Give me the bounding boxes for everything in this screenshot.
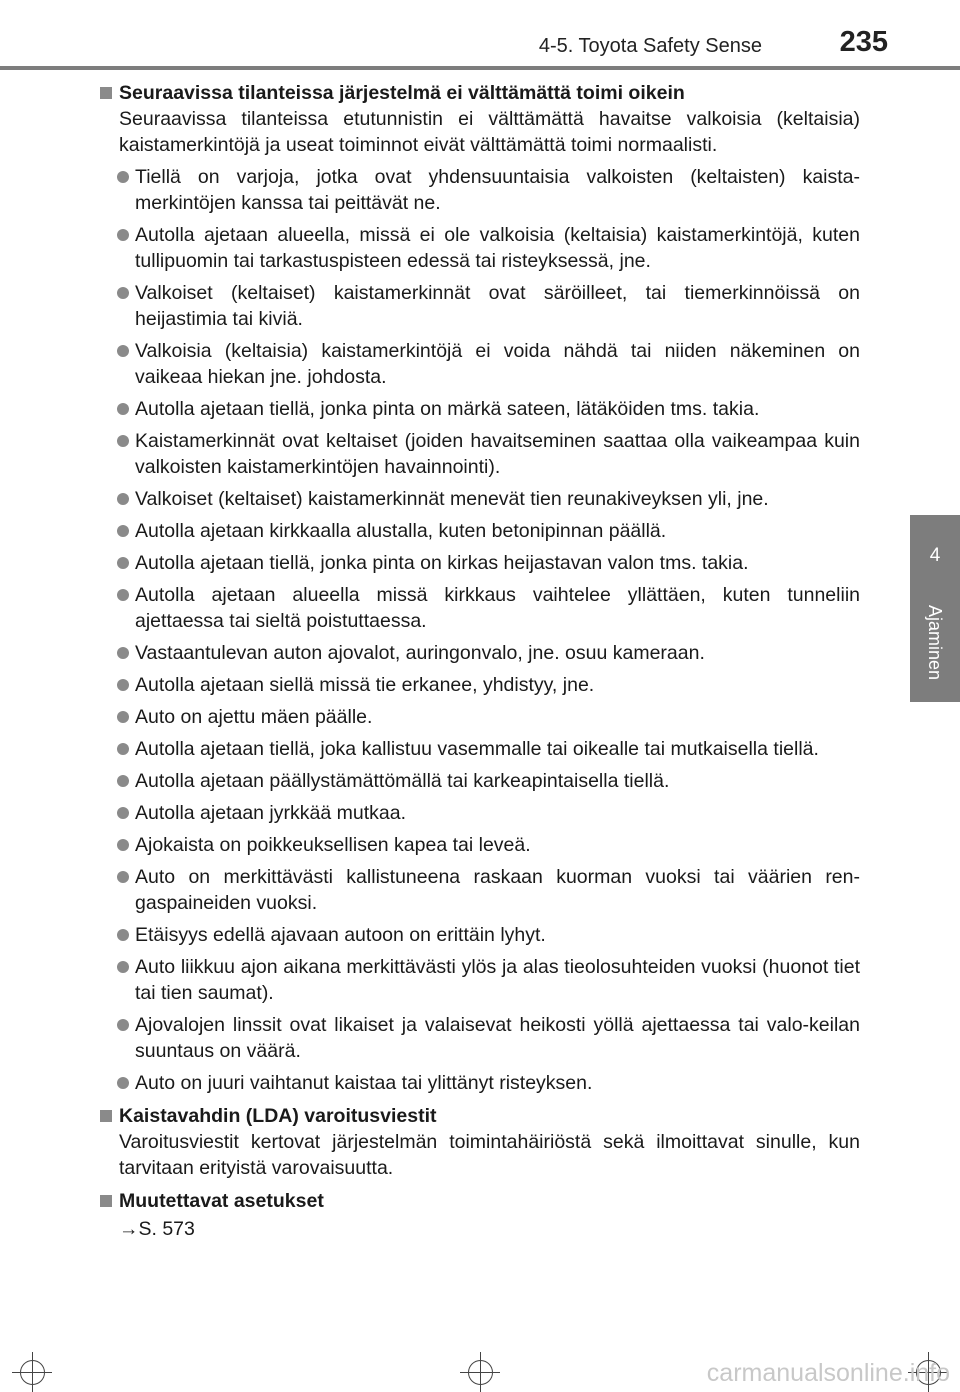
round-bullet-icon xyxy=(117,557,129,569)
round-bullet-icon xyxy=(117,1019,129,1031)
list-item-text: Kaistamerkinnät ovat keltaiset (joiden havaitseminen saattaa olla vaikeampaa kuin valkoisten kaistamerkintöjen havainnointi). xyxy=(135,430,860,478)
list-item xyxy=(100,864,860,916)
section-paragraph: Varoitusviestit kertovat järjestelmän toimintahäiriöstä sekä ilmoittavat sinulle, kun tarvitaan erityistä varovaisuutta. xyxy=(119,1131,860,1179)
list-item-text: Auto on merkittävästi kallistuneena raskaan kuorman vuoksi tai väärien ren-gaspaineiden vuoksi. xyxy=(135,866,860,914)
round-bullet-icon xyxy=(117,171,129,183)
square-bullet-icon xyxy=(100,1110,112,1122)
list-item-text: Valkoisia (keltaisia) kaistamerkintöjä ei voida nähdä tai niiden näkeminen on vaikeaa hiekan jne. johdosta. xyxy=(135,340,860,388)
list-item xyxy=(100,704,860,730)
watermark: carmanualsonline.info xyxy=(706,1359,950,1387)
list-item xyxy=(100,428,860,480)
list-item-text: Autolla ajetaan alueella missä kirkkaus vaihtelee yllättäen, kuten tunneliin ajettaessa tai sieltä poistuttaessa. xyxy=(135,584,860,632)
round-bullet-icon xyxy=(117,287,129,299)
list-item-text: Autolla ajetaan tiellä, jonka pinta on kirkas heijastavan valon tms. takia. xyxy=(135,552,749,574)
list-item xyxy=(100,768,860,794)
list-item xyxy=(100,640,860,666)
list-item xyxy=(100,922,860,948)
list-item-text: Valkoiset (keltaiset) kaistamerkinnät menevät tien reunakiveyksen yli, jne. xyxy=(135,488,769,510)
list-item-text: Autolla ajetaan tiellä, jonka pinta on märkä sateen, lätäköiden tms. takia. xyxy=(135,398,760,420)
round-bullet-icon xyxy=(117,775,129,787)
list-item xyxy=(100,832,860,858)
list-item xyxy=(100,486,860,512)
list-item xyxy=(100,582,860,634)
round-bullet-icon xyxy=(117,679,129,691)
section-heading xyxy=(100,1188,860,1214)
list-item-text: Auto liikkuu ajon aikana merkittävästi ylös ja alas tieolosuhteiden vuoksi (huonot tiet tai tien saumat). xyxy=(135,956,860,1004)
page-content xyxy=(100,80,860,1242)
list-item-text: Ajokaista on poikkeuksellisen kapea tai leveä. xyxy=(135,834,531,856)
round-bullet-icon xyxy=(117,929,129,941)
list-item xyxy=(100,222,860,274)
list-item xyxy=(100,550,860,576)
round-bullet-icon xyxy=(117,647,129,659)
list-item-text: Auto on ajettu mäen päälle. xyxy=(135,706,373,728)
chapter-number: 4 xyxy=(929,545,941,566)
square-bullet-icon xyxy=(100,87,112,99)
list-item-text: Tiellä on varjoja, jotka ovat yhdensuuntaisia valkoisten (keltaisten) kaista-merkintöjen kanssa tai peittävät ne. xyxy=(135,166,860,214)
list-item-text: Autolla ajetaan siellä missä tie erkanee, yhdistyy, jne. xyxy=(135,674,595,696)
round-bullet-icon xyxy=(117,1077,129,1089)
list-item-text: Auto on juuri vaihtanut kaistaa tai ylittänyt risteyksen. xyxy=(135,1072,593,1094)
list-item xyxy=(100,338,860,390)
list-item-text: Vastaantulevan auton ajovalot, auringonvalo, jne. osuu kameraan. xyxy=(135,642,705,664)
page-reference: →S. 573 xyxy=(119,1218,195,1240)
list-item xyxy=(100,736,860,762)
round-bullet-icon xyxy=(117,493,129,505)
round-bullet-icon xyxy=(117,345,129,357)
chapter-label: Ajaminen xyxy=(925,605,945,681)
crop-mark-icon xyxy=(460,1352,500,1392)
page-header xyxy=(0,0,960,70)
list-item xyxy=(100,396,860,422)
round-bullet-icon xyxy=(117,589,129,601)
section-heading xyxy=(100,1103,860,1129)
round-bullet-icon xyxy=(117,807,129,819)
list-item-text: Valkoiset (keltaiset) kaistamerkinnät ovat säröilleet, tai tiemerkinnöissä on heijastimia tai kiviä. xyxy=(135,282,860,330)
list-item xyxy=(100,672,860,698)
list-item-text: Autolla ajetaan kirkkaalla alustalla, kuten betonipinnan päällä. xyxy=(135,520,667,542)
round-bullet-icon xyxy=(117,743,129,755)
round-bullet-icon xyxy=(117,525,129,537)
list-item-text: Autolla ajetaan päällystämättömällä tai karkeapintaisella tiellä. xyxy=(135,770,670,792)
round-bullet-icon xyxy=(117,711,129,723)
round-bullet-icon xyxy=(117,961,129,973)
section-heading xyxy=(100,80,860,106)
round-bullet-icon xyxy=(117,871,129,883)
list-item xyxy=(100,1012,860,1064)
header-divider xyxy=(0,66,960,70)
list-item-text: Autolla ajetaan alueella, missä ei ole valkoisia (keltaisia) kaistamerkintöjä, kuten tullipuomin tai tarkastuspisteen edessä tai risteyksessä, jne. xyxy=(135,224,860,272)
section-heading-text: Seuraavissa tilanteissa järjestelmä ei välttämättä toimi oikein xyxy=(119,82,685,104)
section-heading-text: Kaistavahdin (LDA) varoitusviestit xyxy=(119,1105,437,1127)
square-bullet-icon xyxy=(100,1195,112,1207)
crop-mark-icon xyxy=(12,1352,52,1392)
round-bullet-icon xyxy=(117,403,129,415)
page-number: 235 xyxy=(839,26,888,58)
round-bullet-icon xyxy=(117,435,129,447)
section-paragraph: Seuraavissa tilanteissa etutunnistin ei välttämättä havaitse valkoisia (keltaisia) kaistamerkintöjä ja useat toiminnot eivät välttämättä toimi normaalisti. xyxy=(119,108,860,156)
chapter-label-tab xyxy=(910,597,960,702)
section-title: 4-5. Toyota Safety Sense xyxy=(538,35,762,57)
round-bullet-icon xyxy=(117,229,129,241)
list-item xyxy=(100,518,860,544)
list-item xyxy=(100,280,860,332)
chapter-tab xyxy=(910,515,960,597)
list-item xyxy=(100,164,860,216)
list-item xyxy=(100,1070,860,1096)
list-item-text: Autolla ajetaan tiellä, joka kallistuu vasemmalle tai oikealle tai mutkaisella tiellä. xyxy=(135,738,819,760)
round-bullet-icon xyxy=(117,839,129,851)
list-item xyxy=(100,800,860,826)
list-item xyxy=(100,954,860,1006)
list-item-text: Autolla ajetaan jyrkkää mutkaa. xyxy=(135,802,406,824)
section-heading-text: Muutettavat asetukset xyxy=(119,1190,324,1212)
list-item-text: Etäisyys edellä ajavaan autoon on erittäin lyhyt. xyxy=(135,924,546,946)
list-item-text: Ajovalojen linssit ovat likaiset ja valaisevat heikosti yöllä ajettaessa tai valo-keilan suuntaus on väärä. xyxy=(135,1014,860,1062)
